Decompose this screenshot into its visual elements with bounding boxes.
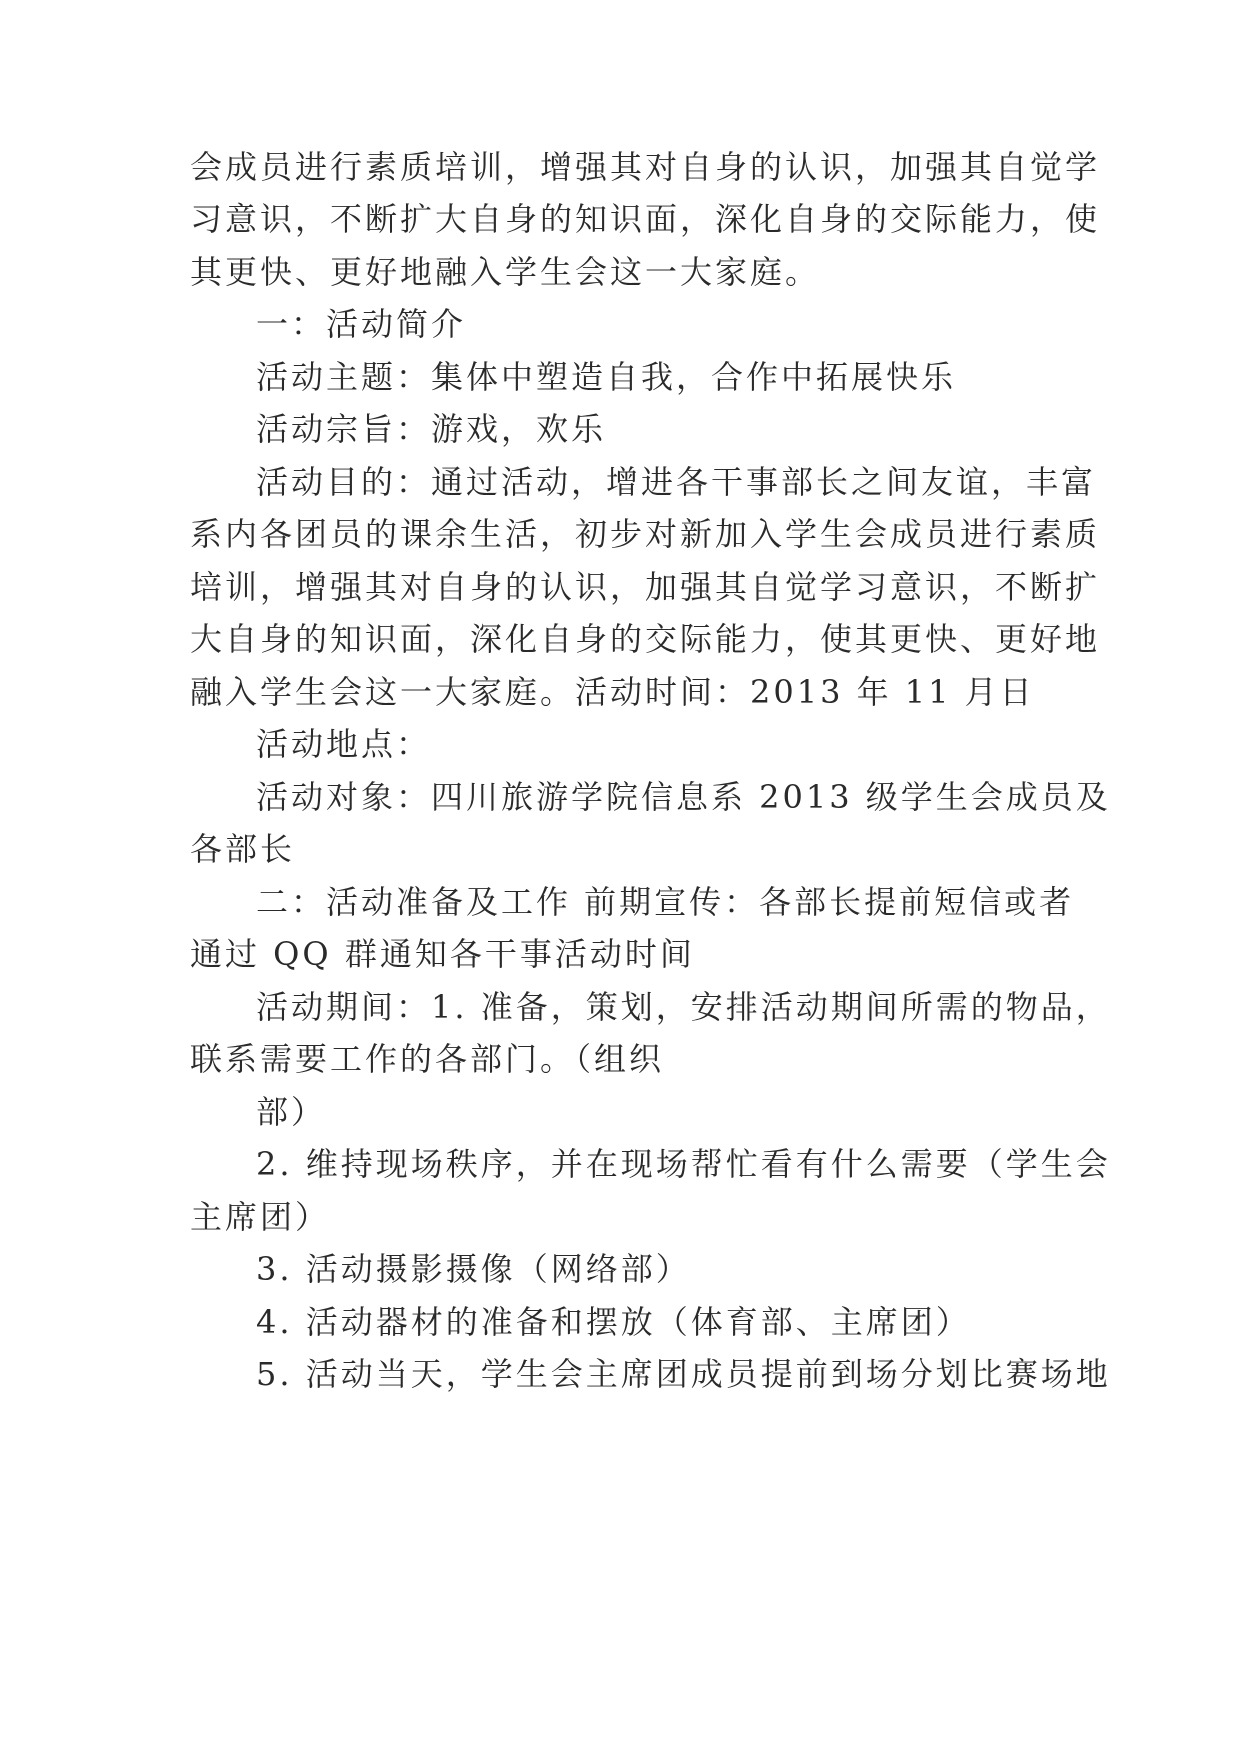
text-line: 活动对象：四川旅游学院信息系 2013 级学生会成员及 xyxy=(256,778,1111,816)
text-line: 活动期间：1. 准备，策划，安排活动期间所需的物品， xyxy=(256,988,1111,1026)
text-line: 其更快、更好地融入学生会这一大家庭。 xyxy=(190,253,821,291)
text-line: 大自身的知识面，深化自身的交际能力，使其更快、更好地 xyxy=(190,620,1101,658)
text-line: 活动宗旨：游戏，欢乐 xyxy=(256,410,607,448)
list-item: 5. 活动当天，学生会主席团成员提前到场分划比赛场地 xyxy=(256,1355,1111,1393)
text-line: 活动目的：通过活动，增进各干事部长之间友谊，丰富 xyxy=(256,463,1097,501)
text-line: 系内各团员的课余生活，初步对新加入学生会成员进行素质 xyxy=(190,515,1101,553)
text-line: 活动主题：集体中塑造自我，合作中拓展快乐 xyxy=(256,358,957,396)
list-item: 4. 活动器材的准备和摆放（体育部、主席团） xyxy=(256,1303,971,1341)
text-line: 培训，增强其对自身的认识，加强其自觉学习意识，不断扩 xyxy=(190,568,1101,606)
text-line: 习意识，不断扩大自身的知识面，深化自身的交际能力，使 xyxy=(190,200,1101,238)
text-line: 部） xyxy=(256,1093,327,1131)
text-line: 活动地点： xyxy=(256,725,432,763)
text-line: 联系需要工作的各部门。（组织 xyxy=(190,1040,665,1078)
text-line: 各部长 xyxy=(190,830,296,868)
list-item: 3. 活动摄影摄像（网络部） xyxy=(256,1250,691,1288)
section-heading: 一：活动简介 xyxy=(256,305,467,343)
text-line: 通过 QQ 群通知各干事活动时间 xyxy=(190,935,695,973)
text-line: 融入学生会这一大家庭。活动时间：2013 年 11 月日 xyxy=(190,673,1035,711)
list-item: 2. 维持现场秩序，并在现场帮忙看有什么需要（学生会 xyxy=(256,1145,1111,1183)
text-line: 会成员进行素质培训，增强其对自身的认识，加强其自觉学 xyxy=(190,148,1101,186)
text-line: 主席团） xyxy=(190,1198,331,1236)
section-heading: 二：活动准备及工作 前期宣传：各部长提前短信或者 xyxy=(256,883,1075,921)
